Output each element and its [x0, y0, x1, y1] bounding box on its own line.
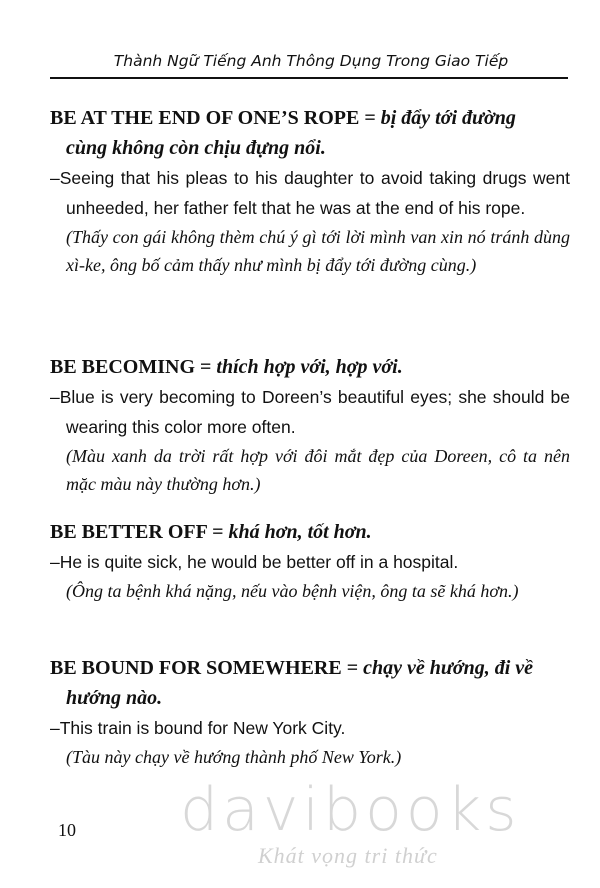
idiom-term — [50, 517, 570, 547]
example-translation: (Màu xanh da trời rất hợp với đôi mắt đẹp của Doreen, cô ta nên mặc màu này thường hơn.) — [66, 446, 570, 494]
example-sentence: –Blue is very becoming to Doreen’s beautiful eyes; she should be wearing this color more often. — [50, 387, 570, 437]
watermark-brand: davibooks — [180, 775, 521, 845]
idiom-vietnamese-cont: cùng không còn chịu đựng nổi. — [66, 137, 326, 159]
idiom-term — [50, 103, 570, 163]
idiom-term — [50, 653, 570, 713]
idiom-vietnamese-cont: hướng nào. — [66, 687, 163, 709]
page-number: 10 — [58, 820, 76, 840]
idiom-english: BE AT THE END OF ONE’S ROPE = — [50, 107, 381, 129]
example-translation: (Tàu này chạy về hướng thành phố New York.) — [66, 747, 402, 767]
example-sentence: –Seeing that his pleas to his daughter to avoid taking drugs went unheeded, her father felt that he was at the end of his rope. — [50, 168, 570, 218]
idiom-vietnamese: bị đẩy tới đường — [380, 107, 516, 129]
running-header: Thành Ngữ Tiếng Anh Thông Dụng Trong Giao Tiếp — [113, 52, 509, 70]
idiom-vietnamese: chạy về hướng, đi về — [363, 657, 534, 679]
idiom-vietnamese: thích hợp với, hợp với. — [216, 356, 403, 378]
idiom-vietnamese: khá hơn, tốt hơn. — [228, 521, 372, 543]
example-sentence: –This train is bound for New York City. — [50, 718, 346, 738]
idiom-entry — [50, 103, 570, 279]
idiom-term — [50, 352, 570, 382]
idiom-entry — [50, 517, 570, 605]
header-rule — [50, 77, 568, 79]
idiom-entry — [50, 653, 570, 771]
example-sentence: –He is quite sick, he would be better off in a hospital. — [50, 552, 459, 572]
idiom-english: BE BETTER OFF = — [50, 521, 229, 543]
example-translation: (Thấy con gái không thèm chú ý gì tới lời mình van xin nó tránh dùng xì-ke, ông bố cảm thấy như mình bị đẩy tới đường cùng.) — [66, 227, 570, 275]
idiom-english: BE BOUND FOR SOMEWHERE = — [50, 657, 364, 679]
example-translation: (Ông ta bệnh khá nặng, nếu vào bệnh viện, ông ta sẽ khá hơn.) — [66, 581, 519, 601]
idiom-english: BE BECOMING = — [50, 356, 217, 378]
idiom-entry — [50, 352, 570, 498]
watermark-slogan: Khát vọng tri thức — [258, 843, 438, 868]
